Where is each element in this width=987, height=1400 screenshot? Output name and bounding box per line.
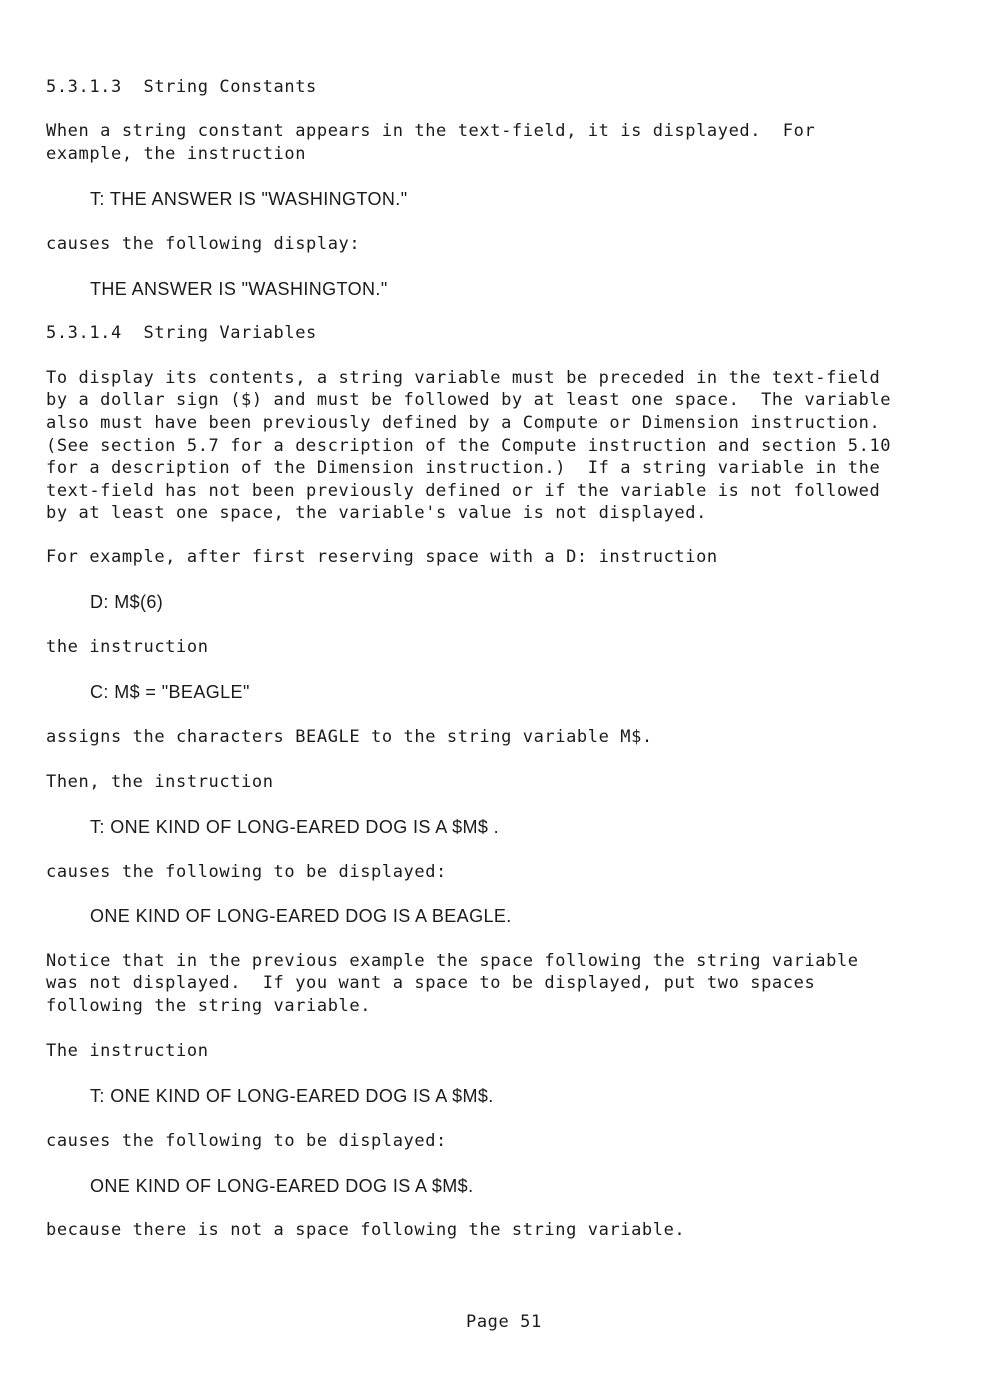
- paragraph-line: also must have been previously defined by a Compute or Dimension instruction.: [46, 413, 881, 433]
- example-dimension-instruction: D: M$(6): [90, 592, 164, 612]
- paragraph-line: causes the following display:: [46, 234, 361, 254]
- section-heading-string-variables: 5.3.1.4 String Variables: [46, 323, 317, 343]
- paragraph-line: causes the following to be displayed:: [46, 862, 447, 882]
- paragraph-line: was not displayed. If you want a space to be displayed, put two spaces: [46, 973, 816, 993]
- paragraph-line: When a string constant appears in the text-field, it is displayed. For: [46, 121, 816, 141]
- paragraph-line: example, the instruction: [46, 144, 307, 164]
- paragraph-line: (See section 5.7 for a description of the Compute instruction and section 5.10: [46, 436, 892, 456]
- paragraph-line: For example, after first reserving space with a D: instruction: [46, 547, 718, 567]
- example-output: THE ANSWER IS "WASHINGTON.": [90, 279, 388, 299]
- paragraph-line: by at least one space, the variable's value is not displayed.: [46, 503, 707, 523]
- example-instruction: T: THE ANSWER IS "WASHINGTON.": [90, 189, 408, 209]
- paragraph-line: because there is not a space following the string variable.: [46, 1220, 686, 1240]
- paragraph-line: The instruction: [46, 1041, 209, 1061]
- example-compute-instruction: C: M$ = "BEAGLE": [90, 682, 250, 702]
- section-heading-string-constants: 5.3.1.3 String Constants: [46, 77, 317, 97]
- example-output: ONE KIND OF LONG-EARED DOG IS A $M$.: [90, 1176, 474, 1196]
- paragraph-line: text-field has not been previously defined or if the variable is not followed: [46, 481, 881, 501]
- paragraph-line: following the string variable.: [46, 996, 372, 1016]
- example-output: ONE KIND OF LONG-EARED DOG IS A BEAGLE.: [90, 906, 512, 926]
- paragraph-line: the instruction: [46, 637, 209, 657]
- paragraph-line: Notice that in the previous example the space following the string variable: [46, 951, 859, 971]
- paragraph-line: Then, the instruction: [46, 772, 274, 792]
- paragraph-line: for a description of the Dimension instruction.) If a string variable in the: [46, 458, 881, 478]
- example-instruction: T: ONE KIND OF LONG-EARED DOG IS A $M$ .: [90, 817, 500, 837]
- paragraph-line: To display its contents, a string variable must be preceded in the text-field: [46, 368, 881, 388]
- page-number: Page 51: [466, 1312, 542, 1332]
- paragraph-line: causes the following to be displayed:: [46, 1131, 447, 1151]
- paragraph-line: assigns the characters BEAGLE to the string variable M$.: [46, 727, 653, 747]
- paragraph-line: by a dollar sign ($) and must be followed by at least one space. The variable: [46, 390, 892, 410]
- example-instruction: T: ONE KIND OF LONG-EARED DOG IS A $M$.: [90, 1086, 494, 1106]
